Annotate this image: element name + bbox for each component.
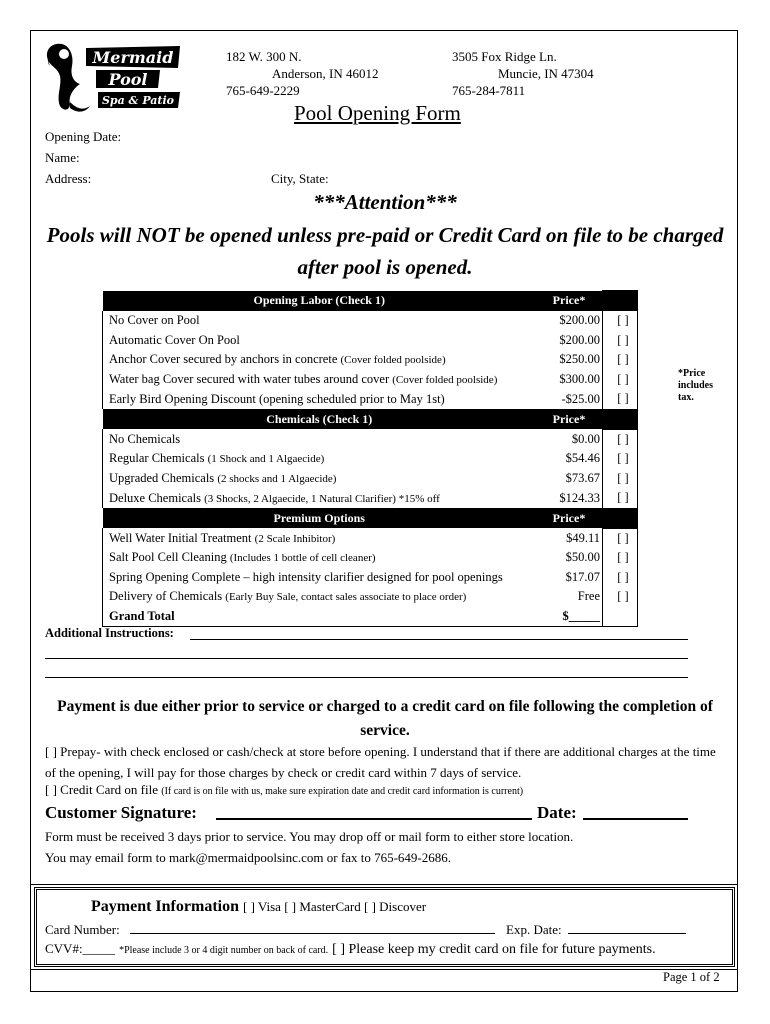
service-row	[103, 429, 638, 449]
service-checkbox[interactable]: [ ]	[603, 429, 638, 449]
service-row	[103, 587, 638, 607]
service-checkbox[interactable]: [ ]	[603, 449, 638, 469]
opening-labor-header-row	[103, 291, 638, 311]
credit-card-option[interactable]	[45, 779, 523, 802]
service-row	[103, 528, 638, 548]
service-name: Upgraded Chemicals	[109, 470, 215, 485]
payment-info-header	[91, 898, 426, 916]
service-checkbox[interactable]: [ ]	[603, 568, 638, 588]
service-price: $73.67	[565, 470, 600, 485]
service-name: Early Bird Opening Discount (opening scheduled prior to May 1st)	[109, 391, 445, 406]
service-cell	[103, 331, 531, 351]
service-row	[103, 331, 638, 351]
service-name: No Chemicals	[109, 431, 181, 446]
service-name: Automatic Cover On Pool	[109, 332, 240, 347]
service-name: Deluxe Chemicals	[109, 490, 201, 505]
name-label: Name:	[45, 150, 80, 165]
service-name: Delivery of Chemicals	[109, 589, 223, 604]
service-row	[103, 449, 638, 469]
customer-signature-label: Customer Signature:	[45, 803, 197, 822]
section-header-label: Premium Options	[103, 508, 531, 528]
service-name: Spring Opening Complete – high intensity clarifier designed for pool openings	[109, 569, 503, 584]
exp-date-label: Exp. Date:	[506, 922, 562, 937]
service-cell	[103, 311, 531, 331]
service-cell	[103, 528, 531, 548]
service-price: $200.00	[559, 332, 600, 347]
grand-total-label: Grand Total	[103, 607, 531, 627]
attention-heading: ***Attention***	[313, 190, 457, 214]
service-cell	[103, 488, 531, 508]
service-name: Anchor Cover secured by anchors in concrete	[109, 352, 338, 367]
service-cell	[103, 568, 531, 588]
store-muncie-phone: 765-284-7811	[452, 83, 526, 98]
service-name: Water bag Cover secured with water tubes around cover	[109, 371, 390, 386]
store-anderson-city: Anderson, IN 46012	[272, 66, 379, 81]
service-price: $200.00	[559, 313, 600, 327]
page-number: Page 1 of 2	[663, 970, 720, 984]
check-header	[603, 409, 638, 429]
service-cell	[103, 587, 531, 607]
exp-date-line[interactable]	[568, 933, 686, 934]
mermaid-pool-logo	[40, 36, 182, 116]
service-checkbox[interactable]: [ ]	[603, 488, 638, 508]
service-checkbox[interactable]: [ ]	[603, 548, 638, 568]
form-title: Pool Opening Form	[294, 101, 461, 125]
service-price: -$25.00	[561, 391, 600, 406]
service-name: Well Water Initial Treatment	[109, 530, 252, 545]
section-header-label: Chemicals (Check 1)	[103, 409, 531, 429]
services-table	[102, 290, 638, 627]
service-price: $50.00	[565, 550, 600, 565]
service-name: Regular Chemicals	[109, 451, 205, 466]
service-price: $300.00	[559, 371, 600, 386]
logo-text-line1: Mermaid	[92, 48, 174, 67]
received-note: Form must be received 3 days prior to service. You may drop off or mail form to either store location.	[45, 829, 574, 844]
logo-text-line2: Pool	[108, 70, 148, 89]
premium-options-header-row	[103, 508, 638, 528]
cvv-note: *Please include 3 or 4 digit number on back of card.	[119, 945, 329, 956]
service-name: Salt Pool Cell Cleaning	[109, 550, 227, 565]
service-note: (Early Buy Sale, contact sales associate to place order)	[225, 591, 467, 604]
grand-total-value[interactable]: $_____	[530, 607, 603, 627]
service-cell	[103, 389, 531, 409]
opening-date-label: Opening Date:	[45, 129, 122, 144]
service-row	[103, 548, 638, 568]
service-cell	[103, 449, 531, 469]
service-checkbox[interactable]: [ ]	[603, 370, 638, 390]
service-cell	[103, 350, 531, 370]
service-checkbox[interactable]: [ ]	[603, 331, 638, 351]
store-anderson-street: 182 W. 300 N.	[226, 49, 302, 64]
price-includes-tax-note: *Price includes tax.	[678, 368, 714, 403]
city-state-label: City, State:	[271, 171, 329, 186]
service-cell	[103, 469, 531, 489]
card-type-options[interactable]: [ ] Visa [ ] MasterCard [ ] Discover	[242, 899, 427, 914]
card-number-line[interactable]	[130, 933, 495, 934]
service-row	[103, 311, 638, 331]
service-note: (3 Shocks, 2 Algaecide, 1 Natural Clarifier) *15% off	[204, 492, 440, 505]
check-header	[603, 291, 638, 311]
price-header: Price*	[530, 409, 603, 429]
email-fax-note: You may email form to mark@mermaidpoolsinc.com or fax to 765-649-2686.	[45, 850, 451, 865]
store-anderson-phone: 765-649-2229	[226, 83, 300, 98]
card-number-label: Card Number:	[45, 922, 120, 937]
service-cell	[103, 548, 531, 568]
service-note: (1 Shock and 1 Algaecide)	[207, 453, 325, 466]
credit-card-option-note: (If card is on file with us, make sure expiration date and credit card information is current)	[161, 786, 524, 797]
date-line[interactable]	[583, 818, 688, 820]
service-price: $124.33	[559, 490, 600, 505]
grand-total-blank	[603, 607, 638, 627]
store-muncie-city: Muncie, IN 47304	[498, 66, 594, 81]
service-row	[103, 568, 638, 588]
cvv-label[interactable]: CVV#:_____	[45, 941, 116, 956]
service-price: Free	[577, 589, 600, 604]
service-price: $49.11	[566, 530, 600, 545]
service-checkbox[interactable]: [ ]	[603, 389, 638, 409]
service-price: $54.46	[565, 451, 600, 466]
payment-due-notice: Payment is due either prior to service or charged to a credit card on file following the completion of service.	[57, 698, 713, 739]
service-checkbox[interactable]: [ ]	[603, 311, 638, 331]
service-row	[103, 370, 638, 390]
service-checkbox[interactable]: [ ]	[603, 350, 638, 370]
service-row	[103, 469, 638, 489]
section-header-label: Opening Labor (Check 1)	[103, 291, 531, 311]
keep-card-option[interactable]: [ ] Please keep my credit card on file for future payments.	[332, 942, 656, 957]
service-row	[103, 389, 638, 409]
payment-info-title: Payment Information	[91, 898, 239, 915]
service-cell	[103, 370, 531, 390]
instructions-line-2[interactable]	[45, 658, 688, 659]
check-header	[603, 508, 638, 528]
additional-instructions-label: Additional Instructions:	[45, 626, 174, 640]
logo-text-line3: Spa & Patio	[101, 94, 175, 107]
service-cell	[103, 429, 531, 449]
grand-total-row	[103, 607, 638, 627]
service-price: $17.07	[565, 569, 600, 584]
prepay-warning: Pools will NOT be opened unless pre-paid or Credit Card on file to be charged after pool is opened.	[46, 223, 724, 279]
cvv-row	[45, 940, 656, 958]
service-row	[103, 488, 638, 508]
date-label: Date:	[537, 803, 577, 822]
service-price: $0.00	[571, 431, 600, 446]
price-header: Price*	[530, 291, 603, 311]
credit-card-option-label: [ ] Credit Card on file	[45, 782, 158, 797]
service-name: No Cover on Pool	[109, 313, 200, 327]
service-note: (Cover folded poolside)	[340, 354, 446, 367]
prepay-option[interactable]: [ ] Prepay- with check enclosed or cash/check at store before opening. I understand that if there are additional charges at the time of the opening, I will pay for those charges by check or credit card within 7 days of service.	[45, 744, 716, 780]
store-muncie	[452, 48, 594, 99]
service-price: $250.00	[559, 352, 600, 367]
service-note: (2 shocks and 1 Algaecide)	[217, 472, 337, 485]
service-row	[103, 350, 638, 370]
address-label: Address:	[45, 171, 92, 186]
signature-line[interactable]	[216, 818, 532, 820]
service-note: (Includes 1 bottle of cell cleaner)	[229, 552, 376, 565]
service-checkbox[interactable]: [ ]	[603, 587, 638, 607]
service-note: (Cover folded poolside)	[392, 373, 498, 386]
service-note: (2 Scale Inhibitor)	[254, 532, 336, 545]
service-checkbox[interactable]: [ ]	[603, 528, 638, 548]
service-checkbox[interactable]: [ ]	[603, 469, 638, 489]
store-anderson	[226, 48, 379, 99]
instructions-line-3[interactable]	[45, 677, 688, 678]
price-header: Price*	[530, 508, 603, 528]
instructions-line-1[interactable]	[190, 639, 688, 640]
store-muncie-street: 3505 Fox Ridge Ln.	[452, 49, 557, 64]
chemicals-header-row	[103, 409, 638, 429]
